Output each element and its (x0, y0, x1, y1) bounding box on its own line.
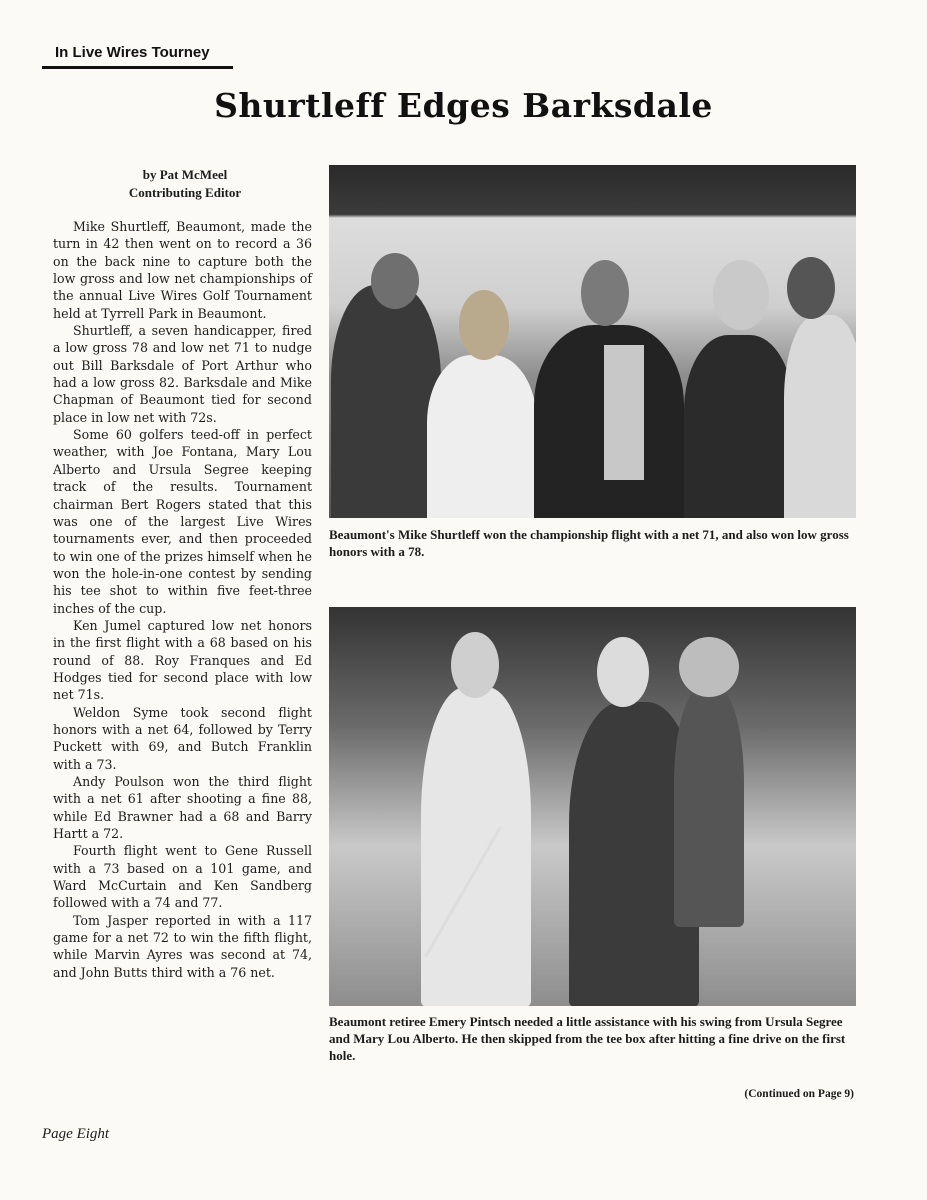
section-label: In Live Wires Tourney (55, 44, 210, 61)
photo-championship-winners (329, 165, 856, 518)
paragraph: Ken Jumel captured low net honors in the first flight with a 68 based on his round of 88. Roy Franques and Ed Hodges tied for second place with low net 71s. (53, 617, 312, 703)
headline: Shurtleff Edges Barksdale (214, 86, 713, 125)
article-body (53, 218, 312, 981)
paragraph: Some 60 golfers teed-off in perfect weather, with Joe Fontana, Mary Lou Alberto and Ursula Segree keeping track of the results. Tournament chairman Bert Rogers stated that this was one of the largest Live Wires tournaments ever, and then proceeded to win one of the prizes himself when he won the hole-in-one contest by sending his tee shot to within five feet-three inches of the cup. (53, 427, 312, 616)
continued-note: (Continued on Page 9) (744, 1088, 854, 1100)
photo-caption: Beaumont's Mike Shurtleff won the championship flight with a net 71, and also won low gross honors with a 78. (329, 527, 849, 559)
paragraph: Fourth flight went to Gene Russell with a 73 based on a 101 game, and Ward McCurtain and Ken Sandberg followed with a 74 and 77. (53, 843, 312, 911)
photo-caption: Beaumont retiree Emery Pintsch needed a little assistance with his swing from Ursula Segree and Mary Lou Alberto. He then skipped from the tee box after hitting a fine drive on the first hole. (329, 1014, 846, 1063)
section-rule (42, 66, 233, 69)
paragraph: Andy Poulson won the third flight with a net 61 after shooting a fine 88, while Ed Brawner had a 68 and Barry Hartt a 72. (53, 774, 312, 842)
photo-golf-swing-assistance (329, 607, 856, 1006)
page-number: Page Eight (42, 1126, 110, 1142)
paragraph: Tom Jasper reported in with a 117 game for a net 72 to win the fifth flight, while Marvin Ayres was second at 74, and John Butts third with a 76 net. (53, 912, 312, 980)
paragraph: Weldon Syme took second flight honors with a net 64, followed by Terry Puckett with 69, and Butch Franklin with a 73. (53, 704, 312, 772)
paragraph: Mike Shurtleff, Beaumont, made the turn in 42 then went on to record a 36 on the back nine to capture both the low gross and low net championships of the annual Live Wires Golf Tournament held at Tyrrell Park in Beaumont. (53, 219, 312, 321)
byline-author: by Pat McMeel (142, 167, 228, 182)
paragraph: Shurtleff, a seven handicapper, fired a low gross 78 and low net 71 to nudge out Bill Barksdale of Port Arthur who had a low gross 82. Barksdale and Mike Chapman of Beaumont tied for second place in low net with 72s. (53, 323, 312, 425)
byline (55, 166, 315, 202)
byline-role: Contributing Editor (128, 185, 242, 200)
